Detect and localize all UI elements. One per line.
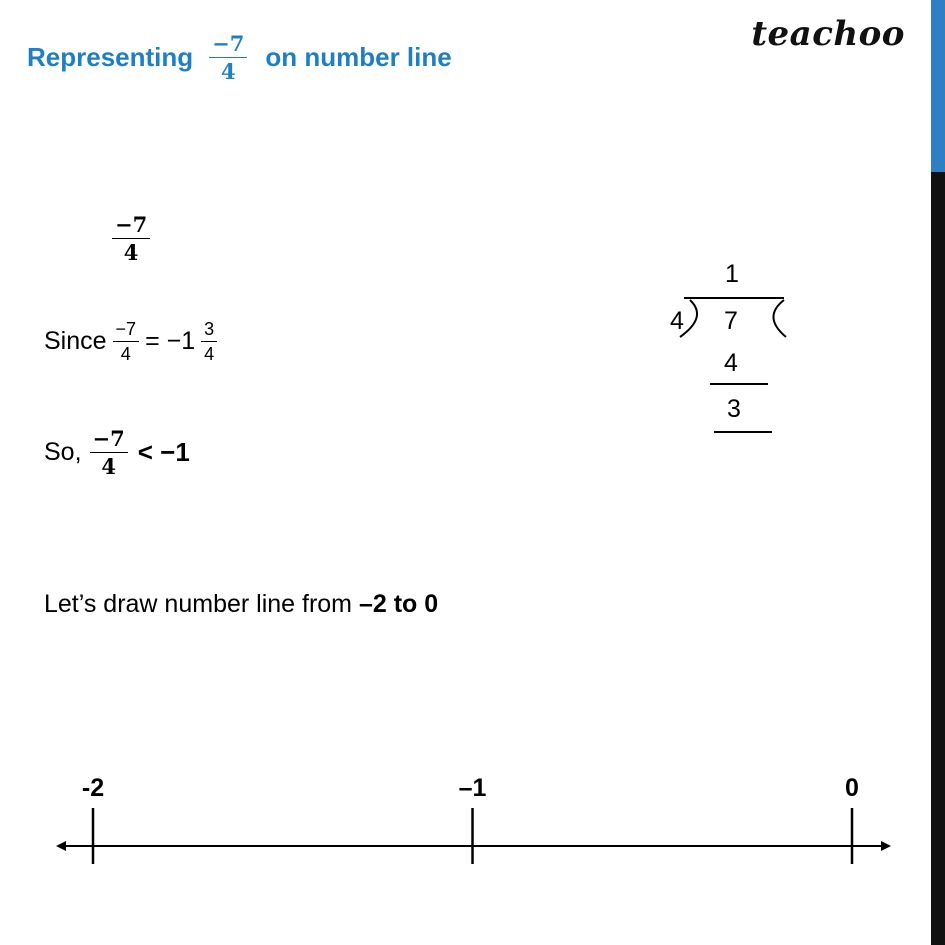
draw-text: Let’s draw number line from [44, 590, 353, 618]
so-fraction-numerator: −7 [90, 428, 128, 453]
title-fraction-denominator: 4 [220, 59, 236, 84]
division-dividend: 7 [724, 307, 738, 335]
teachoo-logo: teachoo [751, 14, 905, 54]
division-right-bracket [773, 300, 786, 337]
so-fraction-denominator: 4 [101, 454, 116, 479]
since-fraction [113, 320, 140, 363]
so-fraction [90, 428, 128, 477]
title-suffix: on number line [265, 42, 452, 72]
since-prefix: Since [44, 327, 107, 355]
so-statement [44, 428, 190, 477]
main-fraction [112, 214, 150, 263]
since-statement [44, 320, 217, 363]
division-divisor: 4 [670, 307, 684, 335]
draw-instruction [44, 590, 438, 619]
label-minus-one: –1 [458, 774, 487, 802]
draw-range: –2 to 0 [358, 590, 439, 618]
title-fraction-numerator: −7 [209, 33, 247, 58]
division-product: 4 [724, 349, 738, 377]
title-fraction [209, 33, 247, 82]
number-line [0, 760, 930, 890]
number-line-ticks [82, 774, 859, 864]
division-quotient: 1 [725, 260, 739, 288]
since-fraction-denominator: 4 [120, 344, 131, 364]
mixed-fraction [201, 320, 217, 363]
right-arrow-icon [881, 841, 891, 851]
division-remainder: 3 [727, 395, 741, 423]
since-equals: = −1 [145, 327, 196, 355]
left-arrow-icon [56, 841, 66, 851]
label-minus-two: -2 [81, 774, 105, 802]
main-fraction-numerator: −7 [112, 214, 150, 239]
title-prefix: Representing [27, 42, 194, 72]
main-fraction-denominator: 4 [123, 240, 139, 265]
mixed-fraction-denominator: 4 [204, 344, 215, 364]
so-prefix: So, [44, 438, 82, 466]
scrollbar-thumb[interactable] [931, 0, 945, 172]
page-title [27, 33, 452, 82]
since-fraction-numerator: −7 [113, 320, 140, 342]
so-inequality: < −1 [137, 437, 190, 467]
label-zero: 0 [845, 774, 859, 802]
long-division [660, 255, 800, 445]
mixed-fraction-numerator: 3 [201, 320, 217, 342]
